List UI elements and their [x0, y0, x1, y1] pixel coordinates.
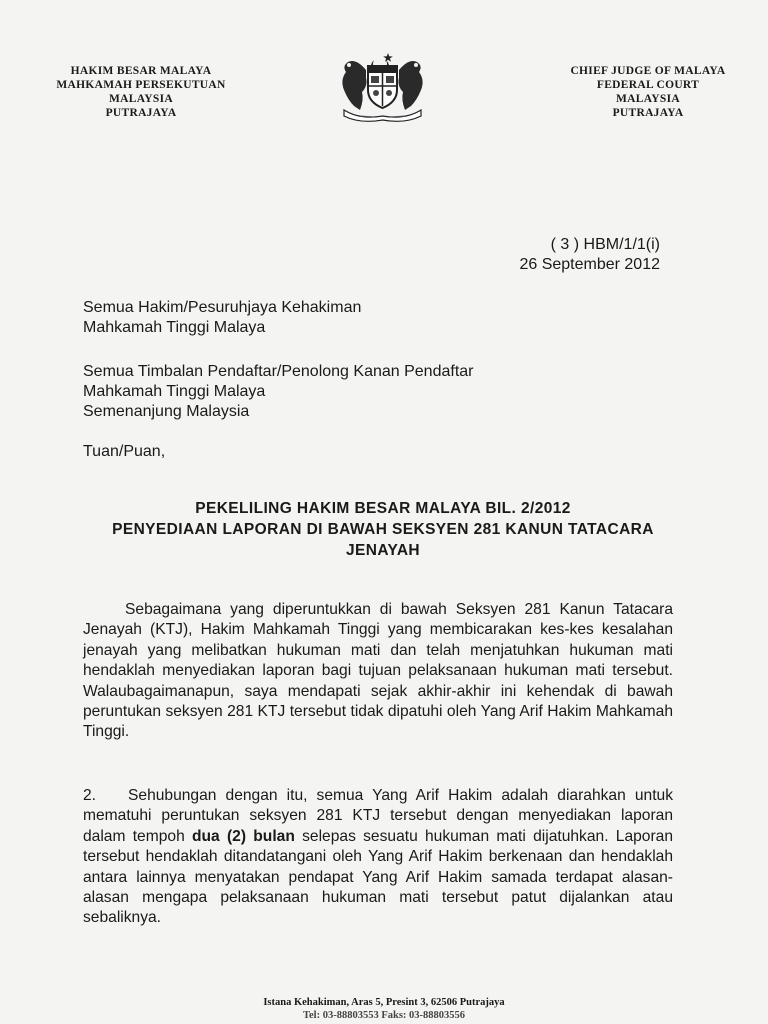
recipient-line: Mahkamah Tinggi Malaya [83, 383, 266, 400]
paragraph-text: selepas sesuatu hukuman mati dijatuhkan. Laporan tersebut hendaklah ditandatangani oleh Yang Arif Hakim berkenaan dan hendaklah antara lainnya menyatakan pendapat Yang Arif Hakim samada terdapat alasan-alasan mengapa pelaksanaan hukuman mati tersebut patut dijalankan atau sebaliknya. [83, 827, 674, 927]
footer-address: Istana Kehakiman, Aras 5, Presint 3, 62506 Putrajaya [263, 997, 505, 1008]
recipient-line: Semua Hakim/Pesuruhjaya Kehakiman [83, 299, 362, 316]
letterhead-right-line: FEDERAL COURT [596, 79, 700, 91]
letterhead-right [548, 64, 748, 120]
recipient-block [83, 298, 361, 338]
letterhead-left-line: MALAYSIA [109, 93, 173, 105]
title-line: JENAYAH [345, 542, 421, 559]
paragraph-text: Sehubungan dengan itu, semua Yang Arif Hakim adalah diarahkan untuk mematuhi peruntukan seksyen 281 KTJ tersebut dengan menyediakan laporan dalam tempoh [83, 787, 673, 845]
letterhead-left-line: MAHKAMAH PERSEKUTUAN [56, 79, 226, 91]
circular-title [70, 498, 696, 561]
footer [0, 996, 768, 1022]
letterhead-left [30, 64, 252, 120]
letterhead-left-line: HAKIM BESAR MALAYA [70, 65, 212, 77]
title-line: PEKELILING HAKIM BESAR MALAYA BIL. 2/2012 [195, 500, 571, 517]
recipient-line: Semenanjung Malaysia [83, 403, 250, 420]
letterhead-right-line: CHIEF JUDGE OF MALAYA [570, 65, 726, 77]
recipient-block [83, 362, 474, 422]
reference-number: ( 3 ) HBM/1/1(i) [550, 236, 660, 253]
footer-contact: Tel: 03-88803553 Faks: 03-88803556 [302, 1010, 466, 1021]
recipient-line: Mahkamah Tinggi Malaya [83, 319, 266, 336]
paragraph-1: Sebagaimana yang diperuntukkan di bawah Seksyen 281 Kanun Tatacara Jenayah (KTJ), Hakim Mahkamah Tinggi yang membicarakan kes-kes kesalahan jenayah yang melibatkan hukuman mati dan telah menjatuhkan hukuman mati hendaklah menyediakan laporan bagi tujuan pelaksanaan hukuman mati tersebut. Walaubagaimanapun, saya mendapati sejak akhir-akhir ini kehendak di bawah peruntukan seksyen 281 KTJ tersebut tidak dipatuhi oleh Yang Arif Hakim Mahkamah Tinggi. [83, 601, 673, 741]
malaysia-coat-of-arms-icon [330, 50, 435, 122]
paragraph-number: 2. [83, 787, 97, 804]
letterhead-left-line: PUTRAJAYA [105, 107, 177, 119]
deadline-emphasis: dua (2) bulan [192, 827, 295, 845]
letter-date: 26 September 2012 [519, 256, 660, 273]
letterhead-right-line: PUTRAJAYA [612, 107, 684, 119]
recipient-line: Semua Timbalan Pendaftar/Penolong Kanan Pendaftar [83, 363, 474, 380]
salutation: Tuan/Puan, [83, 443, 166, 460]
paragraph-2 [83, 786, 673, 929]
letterhead-right-line: MALAYSIA [616, 93, 680, 105]
title-line: PENYEDIAAN LAPORAN DI BAWAH SEKSYEN 281 KANUN TATACARA [112, 521, 654, 538]
